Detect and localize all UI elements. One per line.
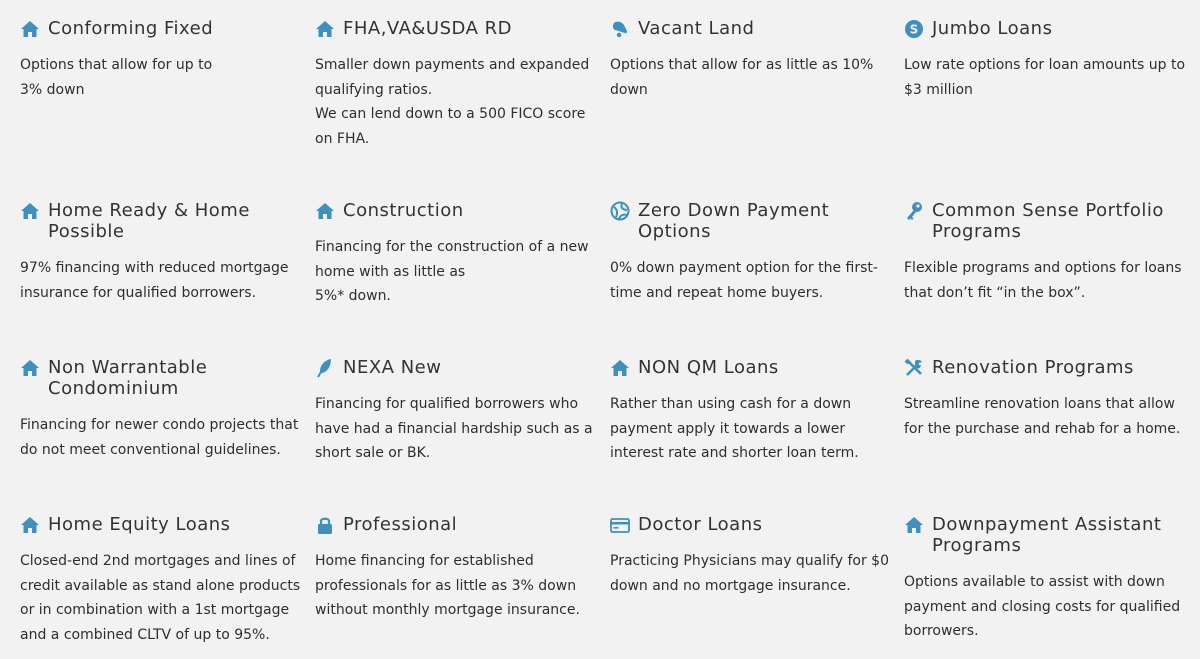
program-card-header (315, 357, 597, 378)
program-card-home-ready (20, 200, 302, 305)
program-description: Smaller down payments and expanded qualifying ratios. We can lend down to a 500 FICO score on FHA. (315, 57, 590, 147)
house-icon (20, 201, 40, 221)
program-card-header (20, 514, 302, 535)
program-card-construction (315, 200, 597, 309)
program-card-header (315, 18, 597, 39)
program-description: 0% down payment option for the first-time and repeat home buyers. (610, 260, 878, 301)
program-card-home-equity (20, 514, 302, 647)
program-title: Conforming Fixed (48, 18, 214, 39)
program-title: NON QM Loans (638, 357, 779, 378)
program-card-header (904, 514, 1186, 556)
program-description: Financing for the construction of a new home with as little as 5%* down. (315, 239, 589, 304)
program-title: FHA,VA&USDA RD (343, 18, 512, 39)
lock-icon (315, 515, 335, 535)
house-icon (610, 358, 630, 378)
program-description: Rather than using cash for a down payment apply it towards a lower interest rate and shorter loan term. (610, 396, 859, 461)
program-title: Renovation Programs (932, 357, 1134, 378)
program-card-jumbo-loans (904, 18, 1186, 102)
program-title: Professional (343, 514, 458, 535)
house-icon (20, 515, 40, 535)
program-title: Jumbo Loans (932, 18, 1053, 39)
feather-icon (315, 358, 335, 378)
program-description: Options that allow for up to 3% down (20, 57, 213, 98)
program-card-header (904, 18, 1186, 39)
program-title: Common Sense Portfolio Programs (932, 200, 1164, 242)
program-card-renovation (904, 357, 1186, 441)
program-card-common-sense-portfolio (904, 200, 1186, 305)
house-icon (315, 19, 335, 39)
program-card-header (20, 18, 302, 39)
program-description: Streamline renovation loans that allow for the purchase and rehab for a home. (904, 396, 1181, 437)
program-description: 97% financing with reduced mortgage insurance for qualified borrowers. (20, 260, 289, 301)
program-title: Vacant Land (638, 18, 755, 39)
program-title: Downpayment Assistant Programs (932, 514, 1162, 556)
program-card-non-qm-loans (610, 357, 892, 466)
house-icon (20, 19, 40, 39)
program-title: Construction (343, 200, 464, 221)
program-card-professional (315, 514, 597, 623)
program-card-zero-down (610, 200, 892, 305)
program-card-header (610, 200, 892, 242)
program-card-doctor-loans (610, 514, 892, 598)
globe-icon (610, 201, 630, 221)
program-title: Zero Down Payment Options (638, 200, 830, 242)
program-description: Home financing for established professionals for as little as 3% down without monthly mortgage insurance. (315, 553, 580, 618)
program-card-vacant-land (610, 18, 892, 102)
program-card-non-warrantable-condo (20, 357, 302, 462)
program-card-header (610, 514, 892, 535)
tools-icon (904, 358, 924, 378)
program-card-header (20, 357, 302, 399)
program-card-header (610, 357, 892, 378)
program-description: Practicing Physicians may qualify for $0 down and no mortgage insurance. (610, 553, 889, 594)
house-icon (904, 515, 924, 535)
program-description: Closed-end 2nd mortgages and lines of credit available as stand alone products or in combination with a 1st mortgage and a combined CLTV of up to 95%. (20, 553, 301, 643)
program-card-header (315, 514, 597, 535)
house-icon (20, 358, 40, 378)
program-card-conforming-fixed (20, 18, 302, 102)
program-description: Financing for newer condo projects that do not meet conventional guidelines. (20, 417, 299, 458)
program-description: Flexible programs and options for loans that don’t fit “in the box”. (904, 260, 1182, 301)
key-icon (904, 201, 924, 221)
program-title: Home Equity Loans (48, 514, 231, 535)
program-card-header (904, 357, 1186, 378)
program-description: Options available to assist with down payment and closing costs for qualified borrowers. (904, 574, 1181, 639)
program-card-fha-va-usda (315, 18, 597, 151)
program-card-downpayment-assistant (904, 514, 1186, 644)
program-card-header (315, 200, 597, 221)
bell-icon (610, 19, 630, 39)
skype-icon (904, 19, 924, 39)
program-description: Options that allow for as little as 10% down (610, 57, 874, 98)
program-description: Low rate options for loan amounts up to $3 million (904, 57, 1186, 98)
svg-text:S: S (909, 22, 919, 37)
program-description: Financing for qualified borrowers who have had a financial hardship such as a short sale or BK. (315, 396, 593, 461)
program-card-nexa-new (315, 357, 597, 466)
program-title: Home Ready & Home Possible (48, 200, 250, 242)
program-card-header (904, 200, 1186, 242)
credit-card-icon (610, 515, 630, 535)
program-card-header (20, 200, 302, 242)
program-title: Doctor Loans (638, 514, 763, 535)
program-title: NEXA New (343, 357, 442, 378)
house-icon (315, 201, 335, 221)
program-title: Non Warrantable Condominium (48, 357, 208, 399)
program-card-header (610, 18, 892, 39)
